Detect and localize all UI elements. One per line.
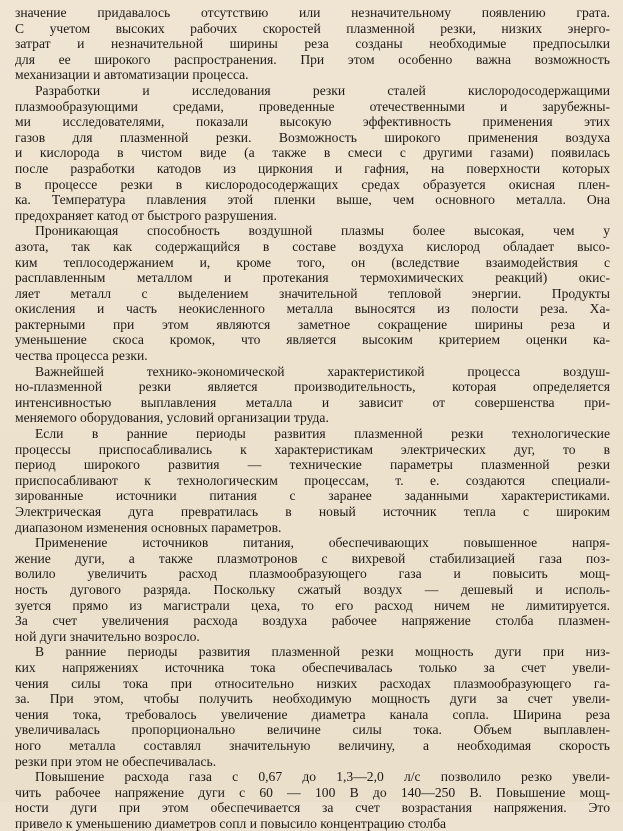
text-line: зированные источники питания с заранее заданными характеристиками.: [15, 488, 610, 504]
text-line: интенсивностью выплавления металла и зависит от совершенства при-: [15, 394, 610, 410]
paragraph: [15, 83, 610, 223]
text-line: расплавленным металлом и протекания термохимических реакций) окис-: [15, 270, 610, 286]
text-line: чения тока, требовалось увеличение диаметра канала сопла. Ширина реза: [15, 706, 610, 722]
text-line: ких напряжениях источника тока обеспечивалась только за счет увели-: [15, 659, 610, 675]
text-line: плазмообразующими средами, проведенные отечественными и зарубежны-: [15, 98, 610, 114]
text-line: за. При этом, чтобы получить необходимую мощность дуги за счет увели-: [15, 691, 610, 707]
paragraph: [15, 535, 610, 644]
body-text: [15, 5, 610, 831]
text-line: рактерными при этом являются заметное сокращение ширины реза и: [15, 316, 610, 332]
text-line: азота, так как содержащийся в составе воздуха кислород обладает высо-: [15, 238, 610, 254]
text-line: затрат и незначительной ширины реза созданы необходимые предпосылки: [15, 36, 610, 52]
text-line: чить рабочее напряжение дуги с 60 — 100 В до 140—250 В. Повышение мощ-: [15, 784, 610, 800]
text-line: ности дуги при этом обеспечивается за счет возрастания напряжения. Это: [15, 800, 610, 816]
text-line: Важнейшей технико-экономической характеристикой процесса воздуш-: [35, 363, 610, 379]
text-line: волило увеличить расход плазмообразующего газа и повысить мощ-: [15, 566, 610, 582]
paragraph: [15, 5, 610, 83]
text-line: ляет металл с выделением значительной тепловой энергии. Продукты: [15, 285, 610, 301]
text-line: Применение источников питания, обеспечивающих повышенное напря-: [35, 535, 610, 551]
text-line: увеличивалась пропорционально величине силы тока. Объем выплавлен-: [15, 722, 610, 738]
text-line: жение дуги, а также плазмотронов с вихревой стабилизацией газа поз-: [15, 550, 610, 566]
text-line: ность дугового разряда. Поскольку сжатый воздух — дешевый и исполь-: [15, 581, 610, 597]
text-line: ной дуги значительно возросло.: [15, 628, 200, 644]
text-line: меняемого оборудования, условий организации труда.: [15, 410, 329, 426]
text-line: и кислорода в чистом виде (а также в смеси с другими газами) появилась: [15, 145, 610, 161]
text-line: ка. Температура плавления этой пленки выше, чем основного металла. Она: [15, 192, 610, 208]
text-line: ми исследователями, показали высокую эффективность применения этих: [15, 114, 610, 130]
text-line: процессы приспосабливались к характеристикам электрических дуг, то в: [15, 441, 610, 457]
text-line: предохраняет катод от быстрого разрушения.: [15, 207, 277, 223]
text-line: Если в ранние периоды развития плазменной резки технологические: [35, 426, 610, 442]
text-line: В ранние периоды развития плазменной резки мощность дуги при низ-: [35, 644, 610, 660]
paragraph: [15, 223, 610, 363]
text-line: приспосабливают к технологическим процессам, т. е. создаются специали-: [15, 472, 610, 488]
text-line: механизации и автоматизации процесса.: [15, 67, 249, 83]
text-line: За счет увеличения расхода воздуха рабочее напряжение столба плазмен-: [15, 613, 610, 629]
paragraph: [15, 364, 610, 426]
text-line: Повышение расхода газа с 0,67 до 1,3—2,0 л/с позволило резко увели-: [35, 769, 610, 785]
text-line: в процессе резки в кислородосодержащих средах образуется окисная плен-: [15, 176, 610, 192]
text-line: но-плазменной резки является производительность, которая определяется: [15, 379, 610, 395]
text-line: окисления и часть неокисленного металла выносятся из полости реза. Ха-: [15, 301, 610, 317]
text-line: Разработки и исследования резки сталей кислородосодержащими: [35, 82, 610, 98]
text-line: С учетом высоких рабочих скоростей плазменной резки, низких энерго-: [15, 20, 610, 36]
text-line: после разработки катодов из циркония и гафния, на поверхности которых: [15, 160, 610, 176]
text-line: для ее широкого распространения. При этом особенно важна возможность: [15, 51, 610, 67]
text-line: чества процесса резки.: [15, 348, 148, 364]
paragraph: [15, 426, 610, 535]
text-line: зуется прямо из магистрали цеха, то его расход ничем не лимитируется.: [15, 597, 610, 613]
paragraph: [15, 769, 610, 831]
text-line: чения силы тока при относительно низких расходах плазмообразующего га-: [15, 675, 610, 691]
text-line: период широкого развития — технические параметры плазменной резки: [15, 457, 610, 473]
text-line: Проникающая способность воздушной плазмы более высокая, чем у: [35, 223, 610, 239]
text-line: ного металла составлял значительную величину, а необходимая скорость: [15, 737, 610, 753]
text-line: уменьшение скоса кромок, что является высоким критерием оценки ка-: [15, 332, 610, 348]
text-line: диапазоном изменения основных параметров.: [15, 519, 282, 535]
text-line: привело к уменьшению диаметров сопл и повысило концентрацию столба: [15, 815, 447, 831]
text-line: Электрическая дуга превратилась в новый источник тепла с широким: [15, 504, 610, 519]
text-line: резки при этом не обеспечивалась.: [15, 753, 217, 769]
text-line: газов для плазменной резки. Возможность широкого применения воздуха: [15, 129, 610, 145]
text-line: значение придавалось отсутствию или незначительному появлению грата.: [15, 5, 610, 20]
paragraph: [15, 644, 610, 769]
text-line: ким теплосодержанием и, кроме того, он (вследствие взаимодействия с: [15, 254, 610, 270]
